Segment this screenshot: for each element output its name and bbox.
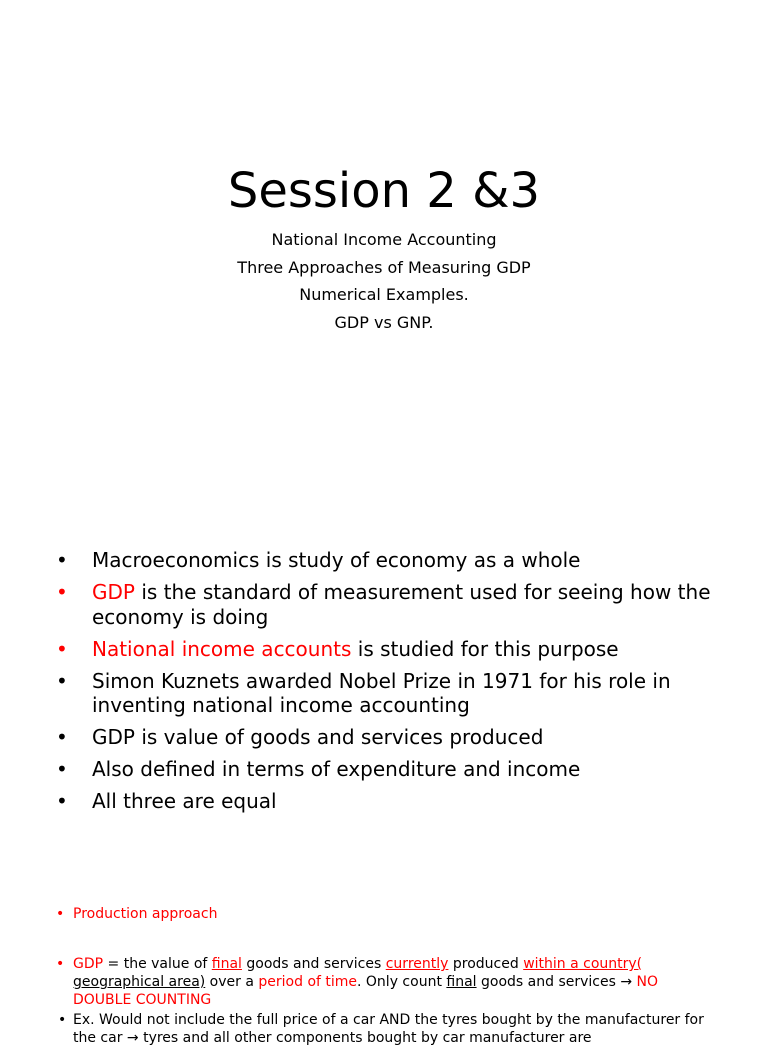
- bullet-icon: •: [56, 548, 68, 572]
- list-item: [56, 548, 736, 573]
- subtitle-line: Three Approaches of Measuring GDP: [237, 257, 531, 277]
- final-term: final: [211, 956, 242, 972]
- bullet-text: All three are equal: [92, 789, 277, 813]
- slide-subtitle: [0, 226, 768, 336]
- bullet-icon: •: [56, 757, 68, 781]
- period-term: period of time: [258, 974, 358, 990]
- text-span: goods and services: [241, 956, 386, 972]
- bullet-text: Macroeconomics is study of economy as a whole: [92, 548, 581, 572]
- subtitle-line: Numerical Examples.: [299, 285, 469, 304]
- bullet-icon: •: [58, 1012, 67, 1028]
- list-item: [56, 789, 736, 814]
- list-item: [56, 725, 736, 750]
- text-span: over a: [205, 974, 259, 990]
- bullet-icon: •: [56, 906, 65, 922]
- currently-term: currently: [385, 956, 449, 972]
- list-item: [56, 905, 716, 923]
- bullet-text: GDP is value of goods and services produced: [92, 725, 544, 749]
- text-span: . Only count: [357, 974, 447, 990]
- geographical-area-term: geographical area): [73, 974, 206, 990]
- bullet-icon: •: [56, 956, 65, 972]
- text-span: produced: [448, 956, 524, 972]
- gdp-term: GDP: [73, 956, 104, 972]
- list-item: [56, 955, 716, 1009]
- bullet-icon: •: [56, 725, 68, 749]
- bullet-icon: •: [56, 636, 68, 661]
- list-item: [56, 757, 736, 782]
- text-span: goods and services →: [476, 974, 637, 990]
- heading-text: Production approach: [73, 906, 218, 922]
- bullet-icon: •: [56, 789, 68, 813]
- bullet-icon: •: [56, 580, 68, 604]
- slide-title: Session 2 &3: [227, 163, 541, 219]
- bullet-text: GDP: [92, 580, 135, 604]
- text-span: = the value of: [103, 956, 212, 972]
- sub-bullet-text: Ex. Would not include the full price of a car AND the tyres bought by the manufacturer for the car → tyres and all other components bought by car manufacturer are: [73, 1012, 704, 1046]
- bullet-text: is studied for this purpose: [351, 636, 619, 661]
- list-item: [56, 637, 736, 662]
- no-double-counting: NO DOUBLE COUNTING: [73, 974, 659, 1008]
- list-item: [56, 669, 736, 718]
- list-item: [56, 580, 736, 629]
- subtitle-line: GDP vs GNP.: [334, 312, 434, 332]
- production-approach-section: [56, 905, 716, 1047]
- bullet-text: National income accounts: [92, 636, 352, 661]
- bullet-list: [56, 548, 736, 821]
- subtitle-line: National Income Accounting: [271, 230, 497, 249]
- bullet-text: Simon Kuznets awarded Nobel Prize in 1971 for his role in inventing national income accounting: [92, 668, 671, 717]
- bullet-text: Also defined in terms of expenditure and income: [92, 757, 581, 781]
- bullet-icon: •: [56, 668, 68, 693]
- sub-list-item: [0, 1011, 716, 1047]
- within-country-term: within a country(: [523, 956, 643, 972]
- final-term: final: [446, 974, 477, 990]
- bullet-text: is the standard of measurement used for seeing how the economy is doing: [92, 580, 711, 629]
